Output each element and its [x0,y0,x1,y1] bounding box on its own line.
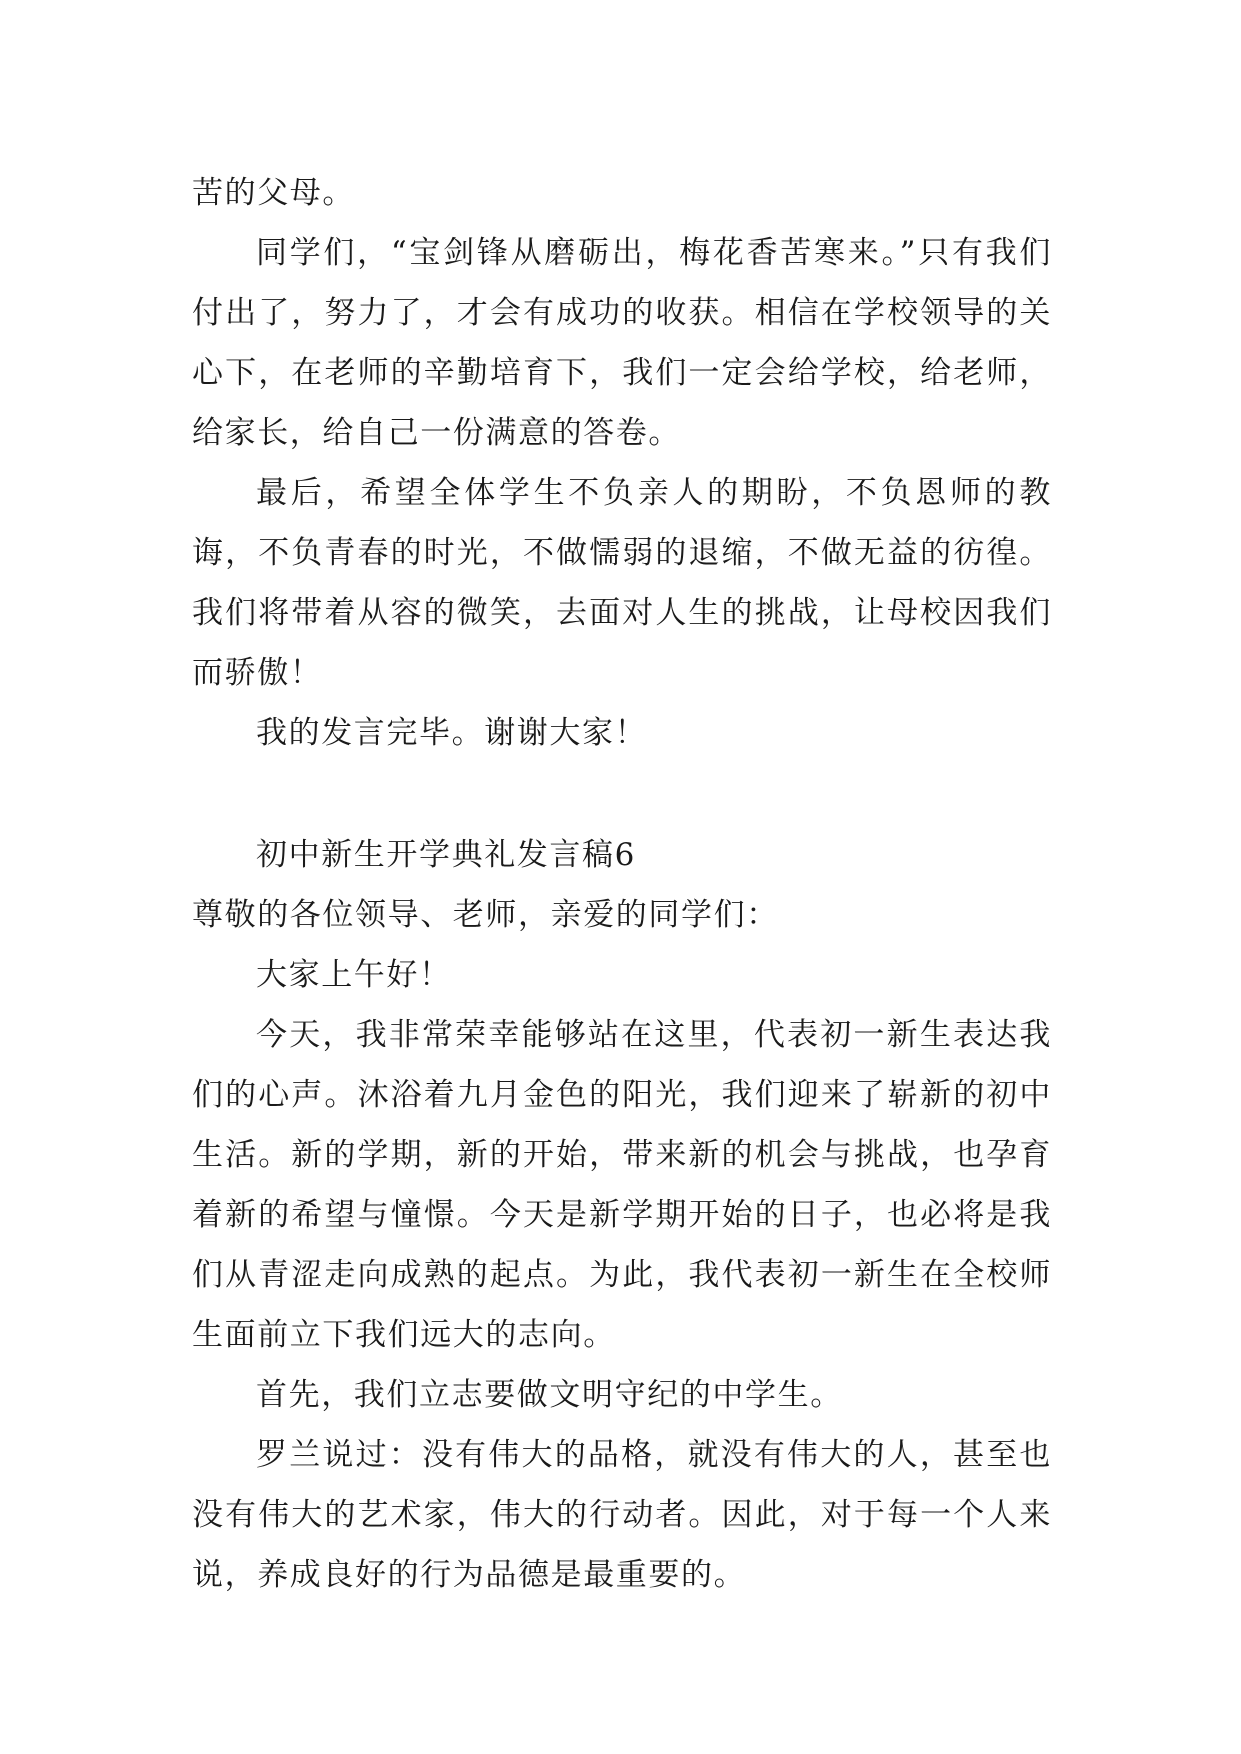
paragraph-continuation: 苦的父母。 [192,175,355,211]
paragraph: 首先，我们立志要做文明守纪的中学生。 [256,1377,843,1413]
section-spacer [192,763,1052,825]
salutation: 尊敬的各位领导、老师，亲爱的同学们： [192,897,779,933]
paragraph: 罗兰说过：没有伟大的品格，就没有伟大的人，甚至也没有伟大的艺术家，伟大的行动者。因此，对于每一个人来说，养成良好的行为品德是最重要的。 [192,1437,1052,1593]
paragraph: 我的发言完毕。谢谢大家！ [256,715,648,751]
paragraph: 最后，希望全体学生不负亲人的期盼，不负恩师的教诲，不负青春的时光，不做懦弱的退缩，不做无益的彷徨。我们将带着从容的微笑，去面对人生的挑战，让母校因我们而骄傲！ [192,475,1052,691]
document-body [192,163,1052,1605]
section-title: 初中新生开学典礼发言稿6 [256,837,636,873]
paragraph: 大家上午好！ [256,957,452,993]
paragraph: 同学们，“宝剑锋从磨砺出，梅花香苦寒来。”只有我们付出了，努力了，才会有成功的收获。相信在学校领导的关心下，在老师的辛勤培育下，我们一定会给学校，给老师，给家长，给自己一份满意的答卷。 [192,235,1052,451]
paragraph: 今天，我非常荣幸能够站在这里，代表初一新生表达我们的心声。沐浴着九月金色的阳光，我们迎来了崭新的初中生活。新的学期，新的开始，带来新的机会与挑战，也孕育着新的希望与憧憬。今天是新学期开始的日子，也必将是我们从青涩走向成熟的起点。为此，我代表初一新生在全校师生面前立下我们远大的志向。 [192,1017,1052,1353]
